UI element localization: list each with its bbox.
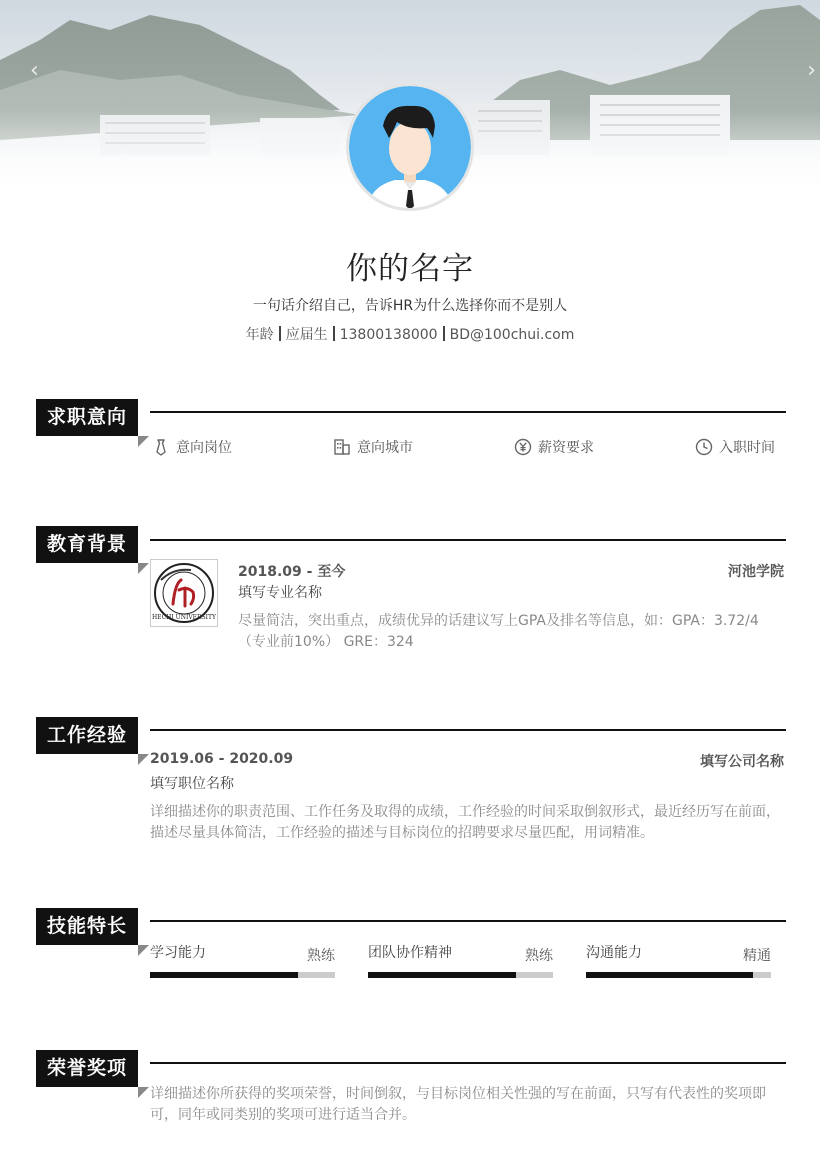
skill-item <box>368 942 553 982</box>
section-title-skills: 技能特长 <box>36 908 138 945</box>
intent-start-time[interactable] <box>695 437 775 457</box>
contact-separator <box>333 326 335 341</box>
intent-position-label: 意向岗位 <box>176 440 232 456</box>
intent-start-time-label: 入职时间 <box>719 440 775 456</box>
section-title-work: 工作经验 <box>36 717 138 754</box>
yen-icon <box>514 438 532 456</box>
education-school: 河池学院 <box>728 564 784 580</box>
skill-item <box>150 942 335 982</box>
section-divider <box>150 1062 786 1064</box>
candidate-name: 你的名字 <box>346 251 474 287</box>
skill-bar <box>586 972 771 978</box>
avatar-illustration <box>349 86 471 208</box>
intent-salary-label: 薪资要求 <box>538 440 594 456</box>
self-intro: 一句话介绍自己，告诉HR为什么选择你而不是别人 <box>252 298 568 314</box>
school-logo <box>150 559 218 627</box>
section-divider <box>150 539 786 541</box>
skill-level: 熟练 <box>307 948 335 964</box>
building-icon <box>333 438 351 456</box>
contact-email: BD@100chui.com <box>449 327 575 343</box>
skill-bar <box>368 972 553 978</box>
skill-level: 精通 <box>743 948 771 964</box>
awards-description: 详细描述你所获得的奖项荣誉，时间倒叙，与目标岗位相关性强的写在前面，只写有代表性的奖项即可，同年或同类别的奖项可进行适当合并。 <box>150 1086 766 1123</box>
intent-city[interactable] <box>333 437 413 457</box>
education-major: 填写专业名称 <box>238 585 322 601</box>
contact-line <box>0 324 820 344</box>
contact-phone: 13800138000 <box>339 327 438 343</box>
section-divider <box>150 729 786 731</box>
university-seal <box>151 560 217 626</box>
contact-status: 应届生 <box>285 327 328 343</box>
avatar[interactable] <box>346 83 474 211</box>
intent-position[interactable] <box>152 437 232 457</box>
work-description: 详细描述你的职责范围、工作任务及取得的成绩，工作经验的时间采取倒叙形式，最近经历写在前面，描述尽量具体简洁，工作经验的描述与目标岗位的招聘要求尽量匹配，用词精准。 <box>150 804 780 841</box>
skill-item <box>586 942 771 982</box>
skill-bar-fill <box>368 972 516 978</box>
section-title-awards: 荣誉奖项 <box>36 1050 138 1087</box>
skill-name: 学习能力 <box>150 945 206 961</box>
logo-text: HECHI UNIVERSITY <box>151 614 217 621</box>
section-divider <box>150 920 786 922</box>
skill-name: 沟通能力 <box>586 945 642 961</box>
clock-icon <box>695 438 713 456</box>
skill-bar-fill <box>150 972 298 978</box>
section-title-intent: 求职意向 <box>36 399 138 436</box>
intent-city-label: 意向城市 <box>357 440 413 456</box>
section-divider <box>150 411 786 413</box>
work-date: 2019.06 - 2020.09 <box>150 751 294 767</box>
education-date: 2018.09 - 至今 <box>238 564 346 580</box>
contact-separator <box>279 326 281 341</box>
skill-bar-fill <box>586 972 753 978</box>
skill-name: 团队协作精神 <box>368 945 452 961</box>
contact-age: 年龄 <box>245 327 274 343</box>
banner-next-icon: › <box>807 58 816 83</box>
contact-separator <box>443 326 445 341</box>
work-company: 填写公司名称 <box>700 754 784 770</box>
tie-icon <box>152 438 170 456</box>
education-description: 尽量简洁，突出重点，成绩优异的话建议写上GPA及排名等信息，如：GPA：3.72/4（专业前10%） GRE：324 <box>238 613 759 650</box>
section-title-education: 教育背景 <box>36 526 138 563</box>
skill-level: 熟练 <box>525 948 553 964</box>
banner-prev-icon: ‹ <box>30 58 39 83</box>
intent-salary[interactable] <box>514 437 594 457</box>
work-position: 填写职位名称 <box>150 776 234 792</box>
skill-bar <box>150 972 335 978</box>
